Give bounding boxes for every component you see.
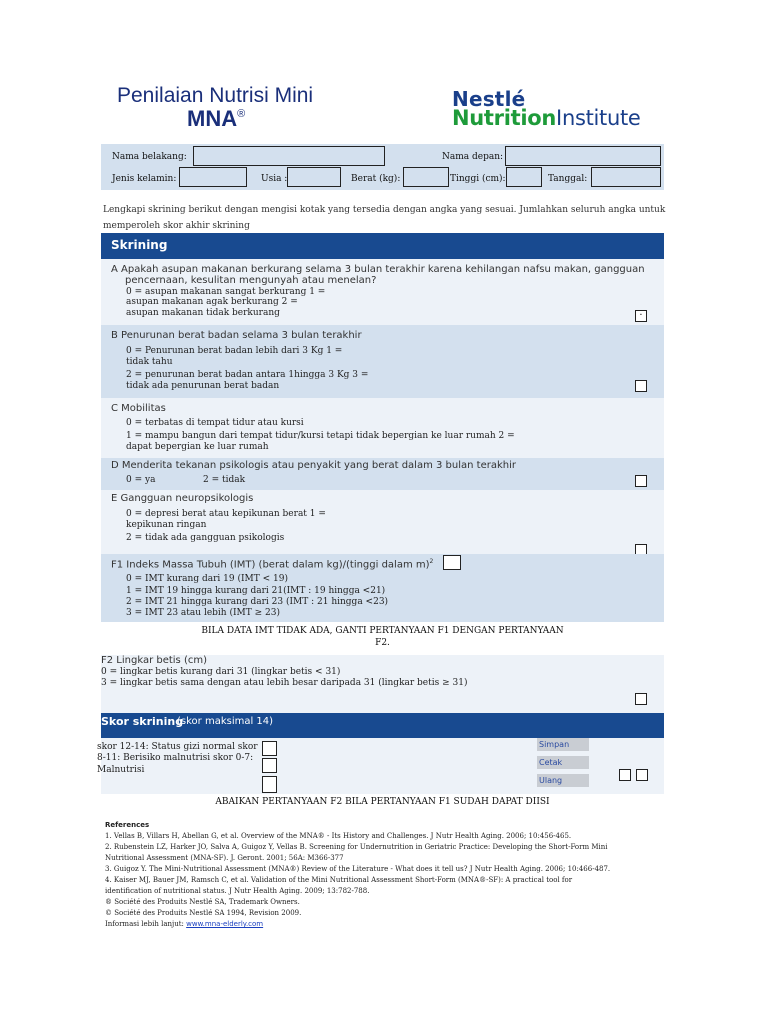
answer-box-d[interactable] — [635, 475, 647, 487]
total-score-box-2[interactable] — [636, 769, 648, 781]
instructions-text: Lengkapi skrining berikut dengan mengisi kotak yang tersedia dengan angka yang sesuai. Jumlahkan seluruh angka untuk memperoleh skor akhir skrining — [103, 205, 666, 231]
reference-item: 1. Vellas B, Villars H, Abellan G, et al. Overview of the MNA® - Its History and Challenges. J Nutr Health Aging. 2006; 10:456-465. — [105, 832, 572, 840]
form-title: Penilaian Nutrisi Mini — [117, 84, 314, 107]
reference-item: 3. Guigoz Y. The Mini-Nutritional Assessment (MNA®) Review of the Literature - What does it tell us? J Nutr Health Aging. 2006; 10:466-487. — [105, 865, 611, 873]
trademark-note: ® Société des Produits Nestlé SA, Trademark Owners. — [105, 898, 300, 906]
reference-item: Nutritional Assessment (MNA-SF). J. Geront. 2001; 56A: M366-377 — [105, 854, 344, 862]
option-text: 2 = penurunan berat badan antara 1hingga 3 Kg 3 = — [126, 370, 369, 380]
references-heading: References — [105, 821, 150, 829]
question-f2 — [101, 655, 664, 713]
weight-field[interactable] — [403, 167, 449, 187]
more-info-label: Informasi lebih lanjut: — [105, 920, 184, 928]
sex-label: Jenis kelamin: — [112, 174, 177, 184]
option-text: 0 = IMT kurang dari 19 (IMT < 19) — [126, 574, 288, 584]
question-a-text: A Apakah asupan makanan berkurang selama 3 bulan terakhir karena kehilangan nafsu makan, gangguan — [111, 264, 645, 275]
option-text: 3 = IMT 23 atau lebih (IMT ≥ 23) — [126, 608, 280, 618]
question-e — [101, 490, 664, 554]
print-button[interactable]: Cetak — [537, 756, 589, 769]
first-name-label: Nama depan: — [442, 152, 504, 162]
option-text: tidak tahu — [126, 357, 173, 367]
weight-label: Berat (kg): — [351, 174, 401, 184]
option-text: asupan makanan tidak berkurang — [126, 308, 280, 318]
score-header — [101, 713, 664, 738]
answer-box-f1[interactable] — [443, 555, 461, 570]
option-text: 0 = Penurunan berat badan lebih dari 3 Kg 1 = — [126, 346, 343, 356]
note-line: F2. — [375, 638, 390, 648]
date-label: Tanggal: — [548, 174, 588, 184]
option-text: 2 = tidak — [203, 475, 246, 485]
option-text: 1 = IMT 19 hingga kurang dari 21(IMT : 19 hingga <21) — [126, 586, 386, 596]
f1-substitute-note — [101, 625, 664, 649]
question-d-text: D Menderita tekanan psikologis atau penyakit yang berat dalam 3 bulan terakhir — [111, 460, 516, 471]
question-e-text: E Gangguan neuropsikologis — [111, 493, 254, 504]
question-f1-text: F1 Indeks Massa Tubuh (IMT) (berat dalam kg)/(tinggi dalam m)$^2$ — [111, 558, 434, 571]
option-text: 0 = lingkar betis kurang dari 31 (lingkar betis < 31) — [101, 667, 341, 677]
question-c-text: C Mobilitas — [111, 403, 166, 414]
score-box-1[interactable] — [262, 741, 277, 756]
age-label: Usia : — [261, 174, 288, 184]
patient-info-panel — [101, 144, 664, 190]
question-b-text: B Penurunan berat badan selama 3 bulan terakhir — [111, 330, 362, 341]
option-text: 2 = tidak ada gangguan psikologis — [126, 533, 285, 543]
option-text: 0 = depresi berat atau kepikunan berat 1 = — [126, 509, 326, 519]
score-title: Skor skrining — [101, 715, 184, 728]
answer-box-e[interactable] — [635, 544, 647, 554]
form-subtitle: MNA® — [187, 106, 246, 131]
answer-box-f2[interactable] — [635, 693, 647, 705]
question-d — [101, 458, 664, 490]
height-field[interactable] — [506, 167, 542, 187]
question-a — [101, 259, 664, 325]
answer-box-b[interactable] — [635, 380, 647, 392]
last-name-field[interactable] — [193, 146, 385, 166]
reference-item: identification of nutritional status. J Nutr Health Aging. 2009; 13:782-788. — [105, 887, 370, 895]
question-c — [101, 398, 664, 458]
screening-title: Skrining — [111, 238, 168, 252]
score-range-normal: skor 12-14: Status gizi normal skor — [97, 742, 258, 752]
option-text: 0 = terbatas di tempat tidur atau kursi — [126, 418, 304, 428]
note-line: BILA DATA IMT TIDAK ADA, GANTI PERTANYAAN F1 DENGAN PERTANYAAN — [201, 626, 564, 636]
logo-nutrition-institute: NutritionInstitute — [452, 106, 641, 130]
question-f2-text: F2 Lingkar betis (cm) — [101, 655, 207, 666]
score-note: (skor maksimal 14) — [177, 716, 274, 727]
question-f1 — [101, 554, 664, 622]
age-field[interactable] — [287, 167, 341, 187]
mna-website-link[interactable]: www.mna-elderly.com — [186, 920, 264, 928]
height-label: Tinggi (cm): — [450, 174, 506, 184]
option-text: 0 = asupan makanan sangat berkurang 1 = — [126, 287, 326, 297]
option-text: 0 = ya — [126, 475, 156, 485]
question-b — [101, 325, 664, 398]
first-name-field[interactable] — [505, 146, 661, 166]
score-range-malnutrition: Malnutrisi — [97, 765, 145, 775]
option-text: 1 = mampu bangun dari tempat tidur/kursi tetapi tidak bepergian ke luar rumah 2 = — [126, 431, 515, 441]
reference-item: 4. Kaiser MJ, Bauer JM, Ramsch C, et al. Validation of the Mini Nutritional Assessment Short-Form (MNA®-SF): A practical tool for — [105, 876, 573, 884]
last-name-label: Nama belakang: — [112, 152, 187, 162]
ignore-f2-note: ABAIKAN PERTANYAAN F2 BILA PERTANYAAN F1 SUDAH DAPAT DIISI — [215, 797, 550, 807]
sex-field[interactable] — [179, 167, 247, 187]
total-score-box-1[interactable] — [619, 769, 631, 781]
option-text: 3 = lingkar betis sama dengan atau lebih besar daripada 31 (lingkar betis ≥ 31) — [101, 678, 468, 688]
save-button[interactable]: Simpan — [537, 738, 589, 751]
option-text: 2 = IMT 21 hingga kurang dari 23 (IMT : 21 hingga <23) — [126, 597, 389, 607]
score-box-2[interactable] — [262, 758, 277, 773]
score-range-risk: 8-11: Berisiko malnutrisi skor 0-7: — [97, 753, 254, 763]
copyright-note: © Société des Produits Nestlé SA 1994, Revision 2009. — [105, 909, 302, 917]
reference-item: 2. Rubenstein LZ, Harker JO, Salva A, Guigoz Y, Vellas B. Screening for Undernutrition in Geriatric Practice: Developing the Short-Form Mini — [105, 843, 608, 851]
reset-button[interactable]: Ulang — [537, 774, 589, 787]
score-panel — [97, 738, 664, 794]
question-a-text-2: pencernaan, kesulitan mengunyah atau menelan? — [125, 275, 377, 286]
more-info — [105, 919, 665, 930]
logo-nestle: Nestlé — [452, 87, 526, 111]
answer-box-a[interactable]: · — [635, 310, 647, 322]
option-text: asupan makanan agak berkurang 2 = — [126, 297, 298, 307]
score-box-3[interactable] — [262, 776, 277, 793]
option-text: tidak ada penurunan berat badan — [126, 381, 280, 391]
date-field[interactable] — [591, 167, 661, 187]
option-text: dapat bepergian ke luar rumah — [126, 442, 269, 452]
option-text: kepikunan ringan — [126, 520, 207, 530]
references — [105, 820, 665, 930]
screening-header — [101, 233, 664, 259]
